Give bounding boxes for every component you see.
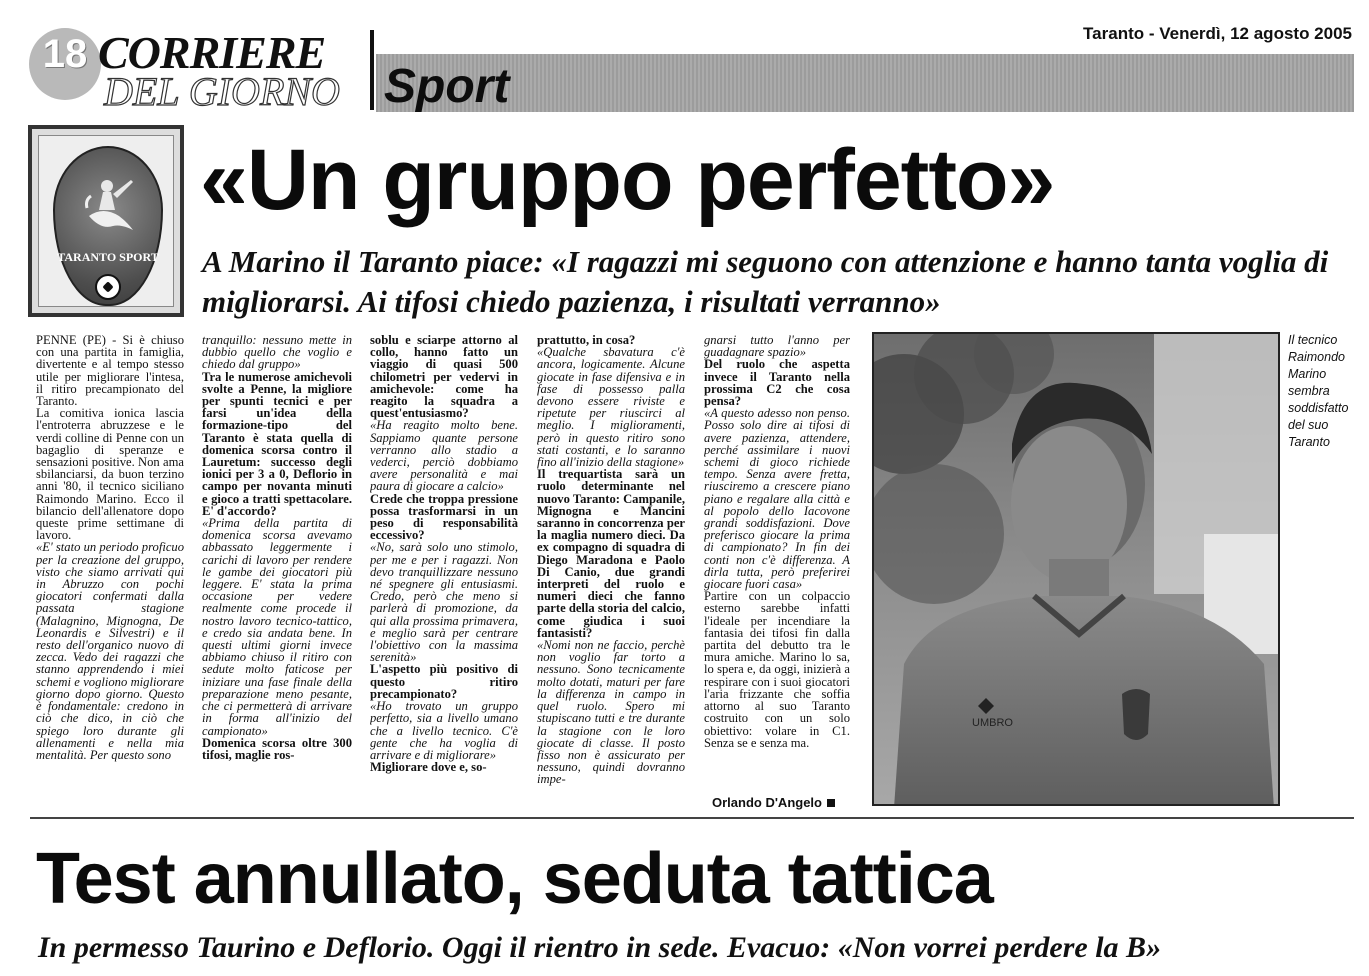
article-headline: «Un gruppo perfetto» — [200, 132, 1055, 228]
end-mark-icon — [827, 799, 835, 807]
logo-shield-icon — [53, 146, 163, 306]
article-column-2 — [202, 334, 352, 812]
interview-answer: «A questo adesso non penso. Posso solo dire ai tifosi di avere pazienza, attendere, perché assimilare i nuovi schemi di gioco richiede tempo. Senza avere fretta, riusciremo a crescere piano piano e regalare alla città e al popolo dello Iacovone grandi soddisfazioni. Dove preferisco giocare la prima di campionato? In fin dei conti non c'è differenza. A dirla tutta, però preferirei giocare fuori casa» — [704, 406, 850, 592]
soccer-ball-icon — [95, 274, 121, 300]
article2-subhead: In permesso Taurino e Deflorio. Oggi il rientro in sede. Evacuo: «Non vorrei perdere la B» — [38, 931, 1162, 964]
team-logo — [28, 125, 184, 317]
interview-question: L'aspetto più positivo di questo ritiro precampionato? — [370, 662, 518, 701]
section-label: Sport — [384, 60, 510, 113]
interview-question: prattutto, in cosa? — [537, 334, 636, 347]
masthead-subtitle: DEL GIORNO — [104, 69, 340, 114]
article-column-1 — [36, 334, 184, 812]
interview-answer: «No, sarà solo uno stimolo, per me e per i ragazzi. Non devo tranquillizzare nessuno né spegnere gli entusiasmi. Credo, però che meno si parlerà di promozione, da qui alla prossima primavera, e meglio sarà per centrare l'obiettivo con la massima serenità» — [370, 540, 518, 665]
photo-caption: Il tecnico Raimondo Marino sembra soddisfatto del suo Taranto — [1288, 333, 1349, 449]
article-paragraph: PENNE (PE) - Si è chiuso con una partita in famiglia, divertente e al tempo stesso utile per migliorare l'intesa, il ritiro precampionato del Taranto. — [36, 334, 184, 409]
interview-question: Crede che troppa pressione possa trasformarsi in un peso di responsabilità eccessivo? — [370, 491, 518, 543]
article-subhead: A Marino il Taranto piace: «I ragazzi mi seguono con attenzione e hanno tanta voglia di migliorarsi. Ai tifosi chiedo pazienza, i risultati verranno» — [202, 244, 1329, 319]
byline — [712, 795, 835, 810]
interview-question: Il trequartista sarà un ruolo determinante nel nuovo Taranto: Campanile, Mignogna e Mancini saranno in concorrenza per la maglia numero dieci. Da ex compagno di squadra di Diego Maradona e Paolo Di Canio, due grandi interpreti del ruolo e numeri dieci che fanno parte della storia del calcio, come giudica i suoi fantasisti? — [537, 467, 685, 640]
article2-headline: Test annullato, seduta tattica — [36, 839, 993, 919]
interview-question: Del ruolo che aspetta invece il Taranto nella prossima C2 che cosa pensa? — [704, 357, 850, 409]
coach-photo-image — [874, 334, 1280, 806]
article-paragraph: Partire con un colpaccio esterno sarebbe infatti l'ideale per incendiare la fantasia dei tifosi fin dalla partita del debutto tra le mura amiche. Marino lo sa, lo spera e, da oggi, inizierà a respirare con i suoi giocatori l'aria frizzante che soffia attorno al suo Taranto costruito con un solo obiettivo: volare in C1. Senza se e senza ma. — [704, 589, 850, 750]
interview-question: Migliorare dove e, so- — [370, 760, 487, 775]
article-column-3 — [370, 334, 518, 812]
interview-answer: «E' stato un periodo proficuo per la creazione del gruppo, visto che siamo arrivati qui in Abruzzo con pochi giocatori confermati dalla passata stagione (Malagnino, Mignogna, De Leonardis e Silvestri) e il resto dell'organico nuovo di zecca. Vedo dei ragazzi che stanno apprendendo i miei schemi e vogliono migliorare giorno dopo giorno. Questo è fondamentale: credono in ciò che dico, in ciò che spiego loro durante gli allenamenti e nella mia mentalità. Per questo sono — [36, 540, 184, 762]
page-number-badge — [29, 28, 101, 100]
section-divider — [30, 817, 1354, 819]
interview-answer: «Qualche sbavatura c'è ancora, logicamente. Alcune giocate in fase difensiva e in fase di possesso palla devono essere riviste e ripetute per riuscirci al meglio. I miglioramenti, però in questo ritiro sono stati costanti, e lo saranno fino all'inizio della stagione» — [537, 345, 685, 470]
interview-question: Domenica scorsa oltre 300 tifosi, maglie ros- — [202, 735, 352, 762]
interview-answer: «Prima della partita di domenica scorsa avevamo abbassato leggermente i carichi di lavoro per rendere le gambe dei giocatori più leggere. E' stata la prima occasione per vedere realmente come procede il nostro lavoro tecnico-tattico, e credo sia andata bene. In questi ultimi giorni invece abbiamo chiuso il ritiro con sedute molto faticose per iniziare una fase finale della preparazione meno pesante, che ci permetterà di arrivare in forma all'inizio del campionato» — [202, 516, 352, 738]
interview-answer: «Ho trovato un gruppo perfetto, sia a livello umano che a livello tecnico. C'è gente che ha voglia di arrivare e di migliorare» — [370, 699, 518, 762]
shirt-brand: UMBRO — [972, 717, 1013, 729]
dateline: Taranto - Venerdì, 12 agosto 2005 — [1083, 24, 1352, 43]
article-paragraph: La comitiva ionica lascia l'entroterra abruzzese e le verdi colline di Penne con un bagaglio di speranze e sensazioni positive. Non ama sbilanciarsi, da buon terzino anni '80, il tecnico siciliano Raimondo Marino. Ecco il bilancio dell'allenatore dopo queste prime settimane di lavoro. — [36, 406, 184, 543]
masthead-title: CORRIERE — [98, 27, 326, 78]
logo-text: TARANTO SPORT — [57, 250, 159, 264]
logo-panel — [38, 135, 174, 307]
interview-answer: «Ha reagito molto bene. Sappiamo quante persone verranno allo stadio a vederci, perciò dobbiamo avere personalità e mai paura di giocare a calcio» — [370, 418, 518, 494]
byline-author: Orlando D'Angelo — [712, 795, 822, 810]
coach-photo — [872, 332, 1280, 806]
interview-question: Tra le numerose amichevoli svolte a Penne, la migliore per spunti tecnici e per farsi un'idea della formazione-tipo del Taranto è stata quella di domenica scorsa contro il Lauretum: successo degli ionici per 3 a 0, Deflorio in campo per novanta minuti e gioco a tratti spettacolare. E' d'accordo? — [202, 369, 352, 518]
masthead-divider — [370, 30, 374, 110]
interview-answer: «Nomi non ne faccio, perchè non voglio far torto a nessuno. Sono tecnicamente molto dotati, maturi per fare la differenza in campo in quel ruolo. Spero mi stupiscano tutti e tre durante la stagione con le loro giocate di classe. Il posto fisso non è assicurato per nessuno, quindi dovranno impe- — [537, 638, 685, 787]
interview-answer: gnarsi tutto l'anno per guadagnare spazio» — [704, 334, 850, 360]
interview-answer: tranquillo: nessuno mette in dubbio quello che voglio e chiedo dal gruppo» — [202, 334, 352, 372]
section-band — [376, 54, 1354, 112]
interview-question: soblu e sciarpe attorno al collo, hanno fatto un viaggio di quasi 500 chilometri per vedervi in amichevole: come ha reagito la squadra a quest'entusiasmo? — [370, 334, 518, 421]
page-number: 18 — [42, 32, 88, 76]
article-column-4 — [537, 334, 685, 812]
dolphin-rider-icon — [83, 172, 137, 236]
article-column-5 — [704, 334, 850, 789]
